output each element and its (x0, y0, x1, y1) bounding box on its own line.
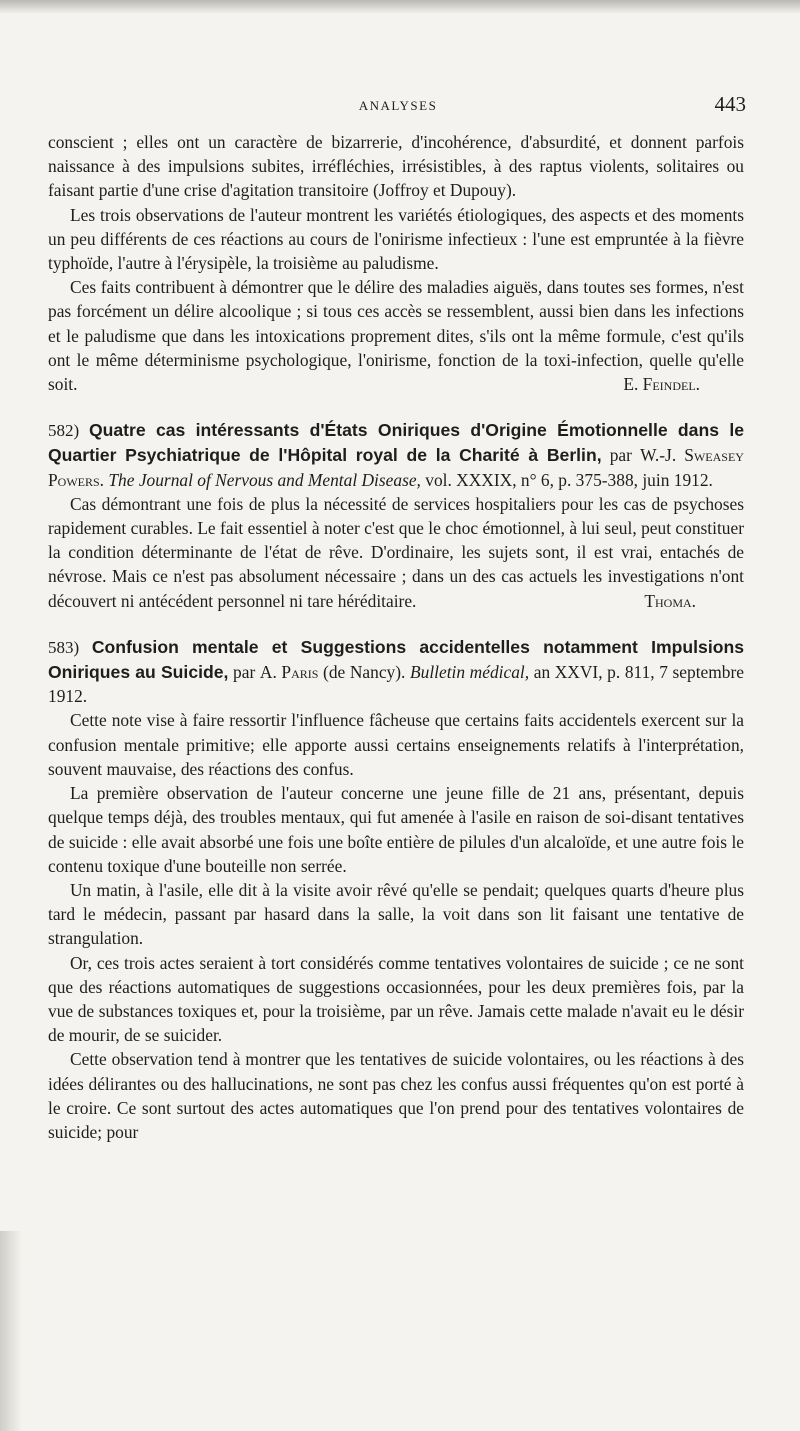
entry-583-paragraph-4: Or, ces trois actes seraient à tort considérés comme tentatives volontaires de suicide ; ce ne sont que des réactions automatiques de suggestions occasionnées, pour les deux premières fois, par la vue de substances toxiques et, pour la troisième, par un rêve. Jamais cette malade n'avait eu le désir de mourir, de se suicider. (48, 952, 744, 1046)
signature-thoma: Thoma. (644, 590, 696, 611)
signature-feindel: E. Feindel. (623, 374, 700, 395)
entry-583-title: Confusion mentale et Suggestions accidentelles notamment Impulsions Oniriques au Suicide, (48, 636, 744, 683)
page-header (48, 92, 748, 122)
continuation-paragraph-2: Les trois observations de l'auteur montrent les variétés étiologiques, des aspects et des moments un peu différents de ces réactions au cours de l'onirisme infectieux : l'une est empruntée à la fièvre typhoïde, l'autre à l'érysipèle, la troisième au paludisme. (48, 204, 744, 274)
entry-582-journal: The Journal of Nervous and Mental Disease, (108, 469, 421, 490)
page-top-edge (0, 0, 800, 14)
entry-583-heading (48, 635, 744, 709)
running-title: ANALYSES (358, 98, 438, 113)
entry-583-paragraph-2: La première observation de l'auteur concerne une jeune fille de 21 ans, présentant, depuis quelque temps déjà, des troubles mentaux, qui fut amenée à l'asile en raison de soi-disant tentatives de suicide : elle avait absorbé une fois une boîte entière de pilules d'un alcaloïde, et une autre fois le contenu toxique d'une bouteille non serrée. (48, 783, 744, 876)
entry-583-paragraph-3: Un matin, à l'asile, elle dit à la visite avoir rêvé qu'elle se pendait; quelques quarts d'heure plus tard le médecin, passant par hasard dans la salle, la voit dans son lit faisant une tentative de strangulation. (48, 879, 744, 949)
entry-582 (48, 418, 744, 613)
continuation-paragraph-3: Ces faits contribuent à démontrer que le délire des maladies aiguës, dans toutes ses formes, n'est pas forcément un délire alcoolique ; si tous ces accès se ressemblent, aussi bien dans les infections et le paludisme que dans les intoxications proprement dites, s'ils ont la même formule, c'est qu'ils ont le même déterminisme psychologique, l'onirisme, fonction de la toxi-infection, quelle qu'elle soit. (48, 277, 744, 395)
entry-582-heading (48, 418, 744, 492)
entry-582-number: 582) (48, 421, 80, 441)
entry-583-by: par (233, 662, 256, 683)
entry-582-title: Quatre cas intéressants d'États Oniriques d'Origine Émotionnelle dans le Quartier Psychiatrique de l'Hôpital royal de la Charité à Berlin, (48, 420, 744, 466)
page-body (48, 130, 744, 1144)
entry-583-journal: Bulletin médical, (410, 662, 530, 683)
entry-583-author-place: (de Nancy). (323, 662, 406, 683)
entry-582-by: par (609, 445, 632, 466)
entry-583-paragraph-1: Cette note vise à faire ressortir l'influence fâcheuse que certains faits accidentels exercent sur la confusion mentale primitive; elle apporte aussi certains enseignements relatifs à l'interprétation, souvent mauvaise, des réactions des confus. (48, 710, 744, 779)
entry-583-ref: an XXVI, p. 811, 7 septembre 1912. (48, 662, 744, 707)
entry-583-number: 583) (48, 637, 80, 657)
entry-583-author: A. Paris (259, 662, 319, 683)
entry-583 (48, 635, 744, 1144)
entry-582-paragraph-1 (48, 492, 744, 613)
entry-582-author: W.-J. Sweasey Powers. (48, 445, 744, 490)
continuation-paragraph-1: conscient ; elles ont un caractère de bizarrerie, d'incohérence, d'absurdité, et donnent parfois naissance à des impulsions subites, irréfléchies, irrésistibles, à des raptus violents, solitaires ou faisant partie d'une crise d'agitation transitoire (Joffroy et Dupouy). (48, 132, 744, 201)
entry-583-paragraph-5: Cette observation tend à montrer que les tentatives de suicide volontaires, ou les réactions à des idées délirantes ou des hallucinations, ne sont pas chez les confus aussi fréquentes qu'on est porté à le croire. Ce sont surtout des actes automatiques que l'on prend pour des tentatives volontaires de suicide; pour (48, 1049, 744, 1142)
page-left-shadow (0, 1231, 22, 1431)
page-number: 443 (714, 92, 746, 116)
entry-582-ref: vol. XXXIX, n° 6, p. 375-388, juin 1912. (425, 469, 713, 490)
entry-582-text: Cas démontrant une fois de plus la nécessité de services hospitaliers pour les cas de psychoses rapidement curables. Le fait essentiel à noter c'est que le choc émotionnel, à lui seul, peut constituer la condition déterminante de l'état de rêve. D'ordinaire, les sujets sont, il est vrai, entachés de névrose. Mais ce n'est pas absolument nécessaire ; dans un des cas actuels les investigations n'ont découvert ni antécédent personnel ni tare héréditaire. (48, 493, 744, 611)
